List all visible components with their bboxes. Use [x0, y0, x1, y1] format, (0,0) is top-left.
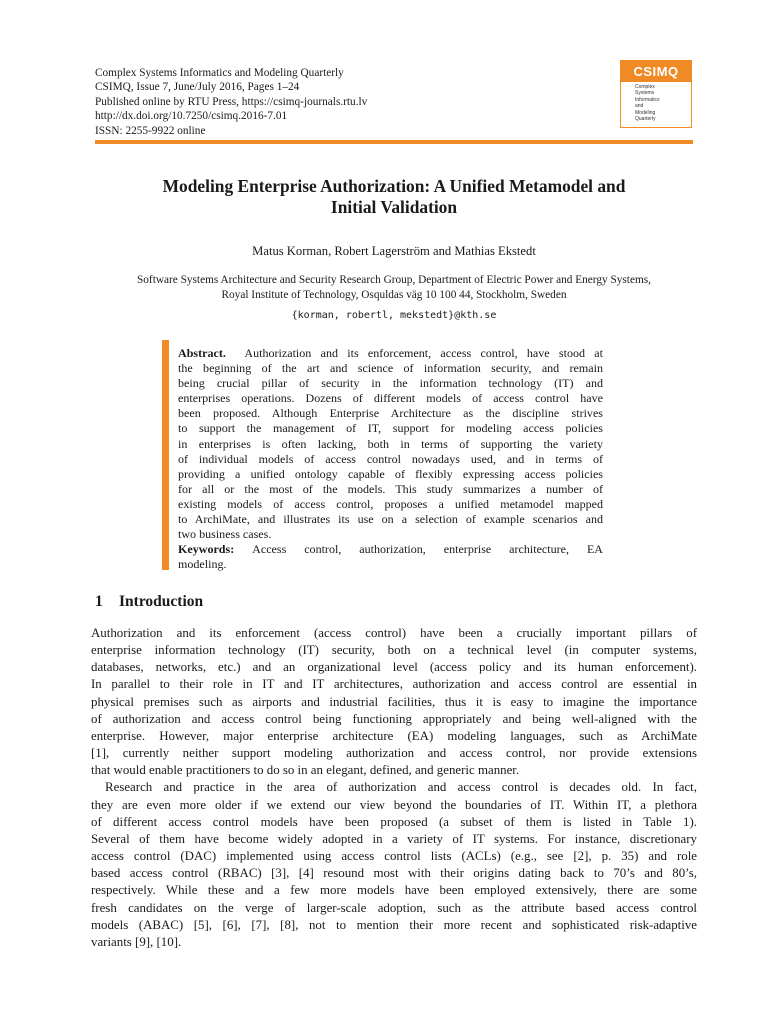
logo-line: Modeling — [635, 109, 656, 116]
authors: Matus Korman, Robert Lagerström and Mathias Ekstedt — [252, 244, 536, 258]
paper-title — [95, 176, 693, 217]
abstract-line: existing models of access control, proposes a unified metamodel mapped — [178, 496, 603, 511]
abstract-line: in enterprises is often lacking, both in terms of supporting the variety — [178, 436, 603, 451]
intro-body — [91, 625, 697, 951]
body-line: they are even more older if we extend our view beyond the boundaries of IT. Within IT, a plethora — [91, 797, 697, 812]
logo-line: Informatics — [635, 96, 660, 103]
abstract-line: two business cases. — [178, 527, 272, 542]
doi-link[interactable]: http://dx.doi.org/10.7250/csimq.2016-7.01 — [95, 110, 288, 123]
abstract-accent-bar — [162, 340, 169, 570]
body-line: of different access control models have been proposed (a subset of them is listed in Table 1). — [91, 814, 697, 829]
body-line: enterprise. However, major enterprise architecture (EA) modeling languages, such as ArchiMate — [91, 728, 697, 743]
abstract — [178, 346, 603, 572]
author-email[interactable]: {korman, robertl, mekstedt}@kth.se — [291, 310, 497, 321]
abstract-line: of individual models of access control nowadays used, and in terms of — [178, 451, 603, 466]
journal-header — [95, 66, 605, 138]
journal-name: Complex Systems Informatics and Modeling Quarterly — [95, 67, 344, 79]
abstract-line: been proposed. Although Enterprise Architecture as the discipline strives — [178, 406, 603, 421]
keywords-label: Keywords: — [178, 542, 235, 557]
section-title: Introduction — [119, 593, 204, 610]
abstract-line: Abstract. Authorization and its enforcement, access control, have stood at — [178, 346, 603, 360]
body-line: databases, networks, etc.) and an organizational level (access policy and its human enforcement). — [91, 660, 697, 675]
issue-info: CSIMQ, Issue 7, June/July 2016, Pages 1–24 — [95, 81, 300, 94]
abstract-line: enterprises operations. Dozens of different models of access control have — [178, 391, 603, 406]
abstract-line: to support the management of IT, support for modeling access policies — [178, 421, 603, 436]
body-line: enterprise information technology (IT) security, both on a technical level (in computer systems, — [91, 643, 697, 658]
body-line: respectively. While these and a few more models have been employed extensively, there are some — [91, 883, 697, 898]
body-line: variants [9], [10]. — [91, 934, 182, 949]
body-line: that would enable practitioners to do so in an elegant, defined, and generic manner. — [91, 763, 520, 778]
abstract-line: being crucial pillar of security in the information technology (IT) and — [178, 376, 603, 391]
body-line: Authorization and its enforcement (access control) have been a crucially important pillars of — [91, 626, 697, 640]
title-line: Initial Validation — [330, 196, 458, 217]
affiliation — [95, 273, 693, 304]
abstract-line: to ArchiMate, and illustrates its use on a selection of example scenarios and — [178, 512, 603, 527]
body-line: based access control (RBAC) [3], [4] resound most with their origins dating back to 70’s and 80’s, — [91, 866, 697, 881]
logo-acronym: CSIMQ — [621, 61, 691, 82]
issn: ISSN: 2255-9922 online — [95, 124, 206, 137]
affiliation-line: Software Systems Architecture and Security Research Group, Department of Electric Power and Energy Systems, — [137, 274, 651, 286]
body-line: [1], currently neither support modeling authorization and access control, nor provide extensions — [91, 746, 697, 761]
body-line: In parallel to their role in IT and IT architectures, authorization and access control are essential in — [91, 677, 697, 692]
section-number: 1 — [95, 593, 103, 610]
keywords-line: Keywords: Access control, authorization, enterprise architecture, EA — [178, 542, 604, 557]
logo-line: and — [635, 103, 644, 110]
body-line: Research and practice in the area of authorization and access control is decades old. In fact, — [105, 780, 697, 795]
abstract-line: providing a unified ontology capable of flexibly expressing access policies — [178, 466, 603, 481]
body-line: Several of them have become widely adopted in a variety of IT systems. For instance, discretionary — [91, 831, 697, 846]
publisher-info[interactable]: Published online by RTU Press, https://csimq-journals.rtu.lv — [95, 95, 368, 108]
affiliation-line: Royal Institute of Technology, Osquldas väg 10 100 44, Stockholm, Sweden — [221, 289, 567, 302]
logo-text — [621, 82, 691, 122]
header-rule — [95, 140, 693, 144]
body-line: access control (DAC) implemented using access control lists (ACLs) (e.g., see [2], p. 35) and role — [91, 849, 697, 864]
abstract-label: Abstract. — [178, 346, 226, 360]
body-line: models (ABAC) [5], [6], [7], [8], not to mention their more recent and sophisticated risk-adaptive — [91, 917, 697, 932]
body-line: fresh candidates on the verge of larger-scale adoption, such as the attribute based access control — [91, 900, 697, 915]
body-line: of authorization and access control being functioning appropriately and being well-aligned with the — [91, 711, 697, 726]
keywords-line: modeling. — [178, 557, 227, 572]
logo-line: Complex — [635, 84, 655, 90]
body-line: physical premises such as airports and industrial facilities, thus it is easy to imagine the importance — [91, 694, 697, 709]
logo-line: Quarterly — [635, 116, 656, 123]
abstract-line: the beginning of the art and science of information security, and remain — [178, 361, 603, 376]
csimq-logo — [620, 60, 692, 128]
logo-line: Systems — [635, 90, 655, 97]
abstract-line: for all or the most of the models. This study summarizes a number of — [178, 481, 603, 496]
title-line: Modeling Enterprise Authorization: A Unified Metamodel and — [162, 176, 626, 196]
section-heading — [95, 593, 203, 611]
